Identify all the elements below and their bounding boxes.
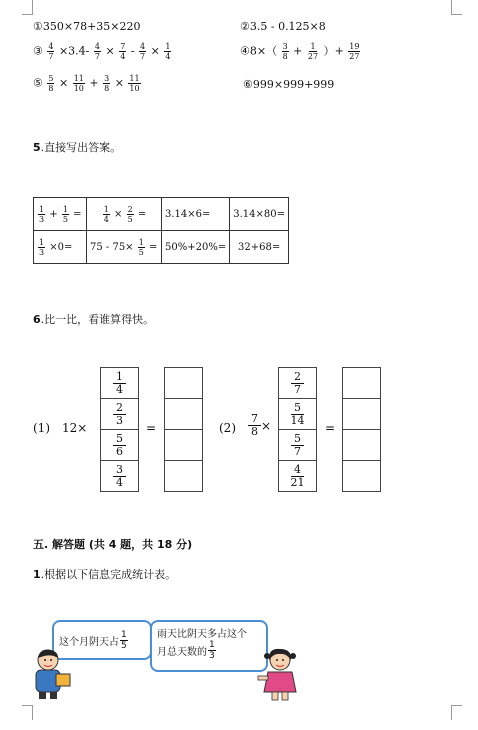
table-cell: [34, 198, 87, 231]
denominator: 5: [138, 247, 144, 257]
compare-2-equals: =: [325, 421, 336, 435]
operator: ×: [114, 208, 123, 220]
numerator: 1: [103, 204, 109, 214]
operator: ×: [114, 76, 124, 90]
numerator: 4: [48, 42, 54, 51]
fraction: [291, 433, 304, 458]
table-cell: 3.14×6=: [162, 198, 230, 231]
fraction: [94, 42, 101, 61]
fraction: [103, 74, 110, 93]
numerator: 19: [349, 42, 360, 51]
expression: ×0=: [49, 241, 73, 253]
compare-1-multiplier: 12×: [62, 421, 88, 435]
section-6-heading: [33, 311, 154, 327]
compare-1-label: (1): [33, 421, 50, 435]
label: ⑤: [33, 76, 43, 90]
answer-box[interactable]: [165, 461, 202, 491]
fraction: [164, 42, 171, 61]
question-number: 1: [33, 568, 41, 581]
numerator: 4: [140, 42, 146, 51]
operator: -: [130, 44, 135, 58]
fraction: [127, 205, 134, 224]
fraction: [291, 371, 304, 396]
numerator: 4: [291, 464, 304, 477]
bubble-line-2: [157, 640, 261, 661]
compare-2-label: (2): [219, 421, 236, 435]
answer-box[interactable]: [165, 399, 202, 430]
denominator: 14: [290, 413, 305, 427]
operator: ×: [58, 76, 69, 90]
fraction: [138, 238, 145, 257]
crop-mark-bottom-left: [22, 705, 33, 720]
numerator: 7: [120, 42, 126, 51]
equals: =: [73, 208, 82, 220]
operator: ×: [150, 44, 160, 58]
numerator: 11: [73, 74, 84, 83]
compare-2-multiplier: [248, 413, 271, 438]
equals: =: [137, 208, 147, 220]
numerator: 3: [113, 464, 126, 477]
denominator: 8: [251, 425, 258, 438]
numerator: 1: [165, 42, 171, 51]
fraction: [248, 413, 261, 438]
bubble-text: 这个月阴天占: [59, 636, 119, 648]
operator: ×: [105, 44, 115, 58]
answer-box[interactable]: [343, 430, 380, 461]
quick-answer-table: [33, 197, 289, 264]
bubble-text: 月总天数的: [157, 647, 207, 658]
fraction-cell: [279, 430, 316, 461]
numerator: 3: [282, 42, 288, 51]
equals: =: [149, 241, 158, 253]
denominator: 4: [116, 475, 123, 489]
denominator: 3: [116, 413, 123, 427]
speech-bubble-right: [150, 620, 268, 672]
fraction: [120, 630, 128, 651]
table-cell: [87, 231, 162, 264]
operator: +: [293, 44, 303, 58]
operator: ）+: [323, 44, 344, 58]
operator: ×: [261, 418, 272, 433]
numerator: 2: [127, 204, 133, 214]
numerator: 1: [62, 204, 68, 214]
fraction-cell: [101, 461, 138, 491]
fraction: [38, 205, 45, 224]
answer-box[interactable]: [343, 461, 380, 491]
numerator: 4: [94, 42, 100, 51]
compare-2-answer-column[interactable]: [342, 367, 381, 492]
numerator: 5: [291, 433, 304, 446]
girl-illustration: [256, 648, 302, 702]
calc-line-6: ⑥999×999+999: [243, 78, 335, 91]
section-title: .比一比，看谁算得快。: [40, 313, 155, 326]
fraction-cell: [101, 368, 138, 399]
denominator: 6: [116, 444, 123, 458]
fraction: [113, 433, 126, 458]
denominator: 3: [39, 247, 45, 257]
calc-line-4: [240, 42, 361, 61]
denominator: 27: [349, 52, 360, 61]
denominator: 5: [127, 214, 133, 224]
denominator: 5: [62, 214, 68, 224]
compare-1-fraction-column: [100, 367, 139, 492]
crop-mark-bottom-right: [451, 705, 462, 720]
label: ③: [33, 44, 43, 58]
answer-box[interactable]: [165, 368, 202, 399]
denominator: 21: [290, 475, 305, 489]
table-cell: 32+68=: [230, 231, 289, 264]
fraction: [282, 42, 289, 61]
denominator: 8: [282, 52, 288, 61]
fraction: [113, 464, 126, 489]
denominator: 4: [103, 214, 109, 224]
section-number: 5: [33, 141, 41, 154]
fraction: [103, 205, 110, 224]
fraction: [139, 42, 146, 61]
calc-line-2: ②3.5 - 0.125×8: [240, 20, 326, 33]
section-number: 6: [33, 313, 41, 326]
numerator: 1: [121, 629, 127, 640]
calc-line-3: [33, 42, 172, 61]
denominator: 4: [120, 52, 126, 61]
numerator: 5: [48, 74, 54, 83]
fraction-cell: [101, 399, 138, 430]
denominator: 4: [165, 52, 171, 61]
fraction: [73, 74, 85, 93]
question-1-heading: [33, 566, 176, 582]
answer-box[interactable]: [165, 430, 202, 461]
operator: +: [89, 76, 99, 90]
numerator: 5: [113, 433, 126, 446]
answer-box[interactable]: [343, 399, 380, 430]
fraction: [119, 42, 126, 61]
label: ④8×（: [240, 44, 278, 58]
operator: ×3.4-: [58, 44, 90, 58]
denominator: 8: [104, 84, 110, 93]
fraction: [348, 42, 360, 61]
crop-mark-top-left: [22, 0, 33, 15]
numerator: 1: [39, 237, 45, 247]
answer-box[interactable]: [343, 368, 380, 399]
denominator: 7: [140, 52, 146, 61]
fraction-cell: [279, 461, 316, 491]
fraction: [291, 464, 305, 489]
denominator: 5: [121, 640, 127, 651]
fraction: [208, 640, 216, 661]
numerator: 1: [113, 371, 126, 384]
numerator: 2: [291, 371, 304, 384]
numerator: 3: [104, 74, 110, 83]
denominator: 7: [48, 52, 54, 61]
fraction: [38, 238, 45, 257]
denominator: 7: [94, 52, 100, 61]
numerator: 2: [113, 402, 126, 415]
fraction: [128, 74, 140, 93]
calc-line-5: [33, 74, 142, 93]
numerator: 5: [291, 402, 304, 415]
numerator: 1: [138, 237, 144, 247]
calc-line-1: ①350×78+35×220: [33, 20, 141, 33]
section-5-heading: [33, 139, 121, 155]
denominator: 7: [294, 382, 301, 396]
denominator: 27: [307, 52, 319, 61]
denominator: 4: [116, 382, 123, 396]
bubble-text: 雨天比阴天多占这个: [157, 629, 247, 640]
numerator: 1: [209, 640, 215, 650]
table-cell: [87, 198, 162, 231]
section-title: .直接写出答案。: [40, 141, 122, 154]
denominator: 8: [48, 84, 54, 93]
fraction-cell: [279, 399, 316, 430]
table-cell: [34, 231, 87, 264]
compare-1-answer-column[interactable]: [164, 367, 203, 492]
question-title: .根据以下信息完成统计表。: [40, 568, 177, 581]
fraction-cell: [279, 368, 316, 399]
table-cell: 3.14×80=: [230, 198, 289, 231]
fraction: [113, 402, 126, 427]
fraction: [307, 42, 319, 61]
numerator: 1: [39, 204, 45, 214]
compare-2-fraction-column: [278, 367, 317, 492]
fraction: [62, 205, 69, 224]
crop-mark-top-right: [451, 0, 462, 15]
numerator: 11: [129, 74, 140, 83]
operator: +: [49, 208, 58, 220]
fraction: [47, 42, 54, 61]
boy-illustration: [30, 648, 76, 700]
compare-1-equals: =: [146, 421, 157, 435]
fraction: [113, 371, 126, 396]
part-5-heading: 五. 解答题 (共 4 题，共 18 分): [33, 538, 193, 551]
denominator: 3: [209, 651, 215, 661]
fraction: [47, 74, 54, 93]
table-cell: 50%+20%=: [162, 231, 230, 264]
denominator: 10: [129, 84, 140, 93]
numerator: 7: [248, 413, 261, 426]
denominator: 10: [73, 84, 84, 93]
denominator: 3: [39, 214, 45, 224]
denominator: 7: [294, 444, 301, 458]
expression: 75 - 75×: [90, 241, 134, 253]
fraction-cell: [101, 430, 138, 461]
numerator: 1: [310, 42, 316, 51]
fraction: [291, 402, 305, 427]
